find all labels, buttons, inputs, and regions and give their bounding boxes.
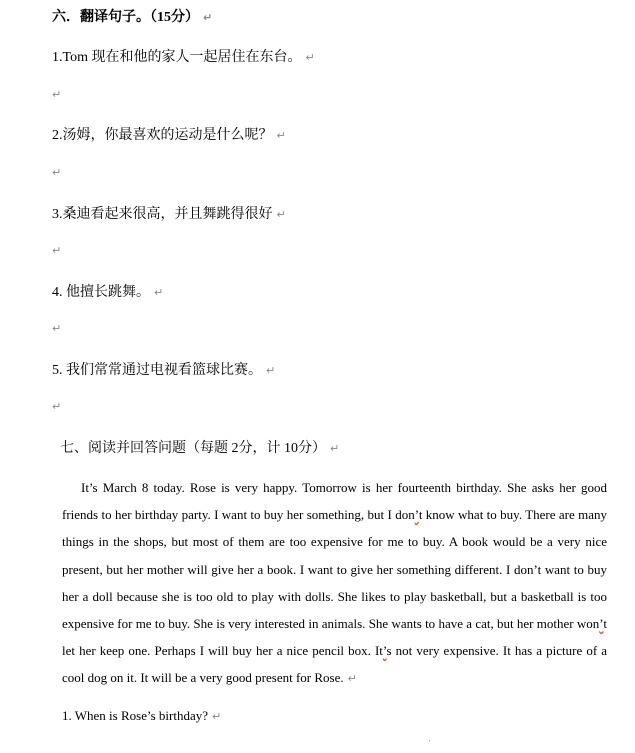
answer-blank-4[interactable]: ↵ xyxy=(52,322,62,335)
answer-blank-2[interactable]: ↵ xyxy=(52,166,62,179)
question-2: 2.汤姆，你最喜欢的运动是什么呢？ ↵ xyxy=(52,128,286,143)
answer-blank-3[interactable]: ↵ xyxy=(52,244,62,257)
question-1: 1.Tom 现在和他的家人一起居住在东台。 ↵ xyxy=(52,50,315,65)
question-4: 4. 他擅长跳舞。 ↵ xyxy=(52,285,164,300)
reading-passage: It’s March 8 today. Rose is very happy. Tomorrow is her fourteenth birthday. She asks her good friends to her birthday party. I want to buy her something, but I don’t know what to buy. There are many things in the shops, but most of them are too expensive for me to buy. A book would be a very nice present, but her mother will give her a book. I want to give her something different. I don’t want to buy her a doll because she is too old to play with dolls. She likes to play basketball, but a basketball is too expensive for me to buy. She is very interested in animals. She wants to have a cat, but her mother won’t let her keep one. Perhaps I will buy her a nice pencil box. It’s not very expensive. It has a picture of a cool dog on it. It will be a very good present for Rose. ↵ xyxy=(62,480,607,686)
question-3: 3.桑迪看起来很高，并且舞跳得很好 ↵ xyxy=(52,207,286,222)
answer-blank-5[interactable]: ↵ xyxy=(52,400,62,413)
section-7-heading: 七、阅读并回答问题（每题 2分，计 10分） ↵ xyxy=(60,441,340,456)
section-6-heading: 六．翻译句子。（15分） ↵ xyxy=(52,10,213,25)
question-5: 5. 我们常常通过电视看篮球比赛。 ↵ xyxy=(52,363,276,378)
answer-blank-1[interactable]: ↵ xyxy=(52,88,62,101)
stray-mark: · xyxy=(428,736,431,746)
reading-question-1: 1. When is Rose’s birthday? ↵ xyxy=(62,708,222,723)
